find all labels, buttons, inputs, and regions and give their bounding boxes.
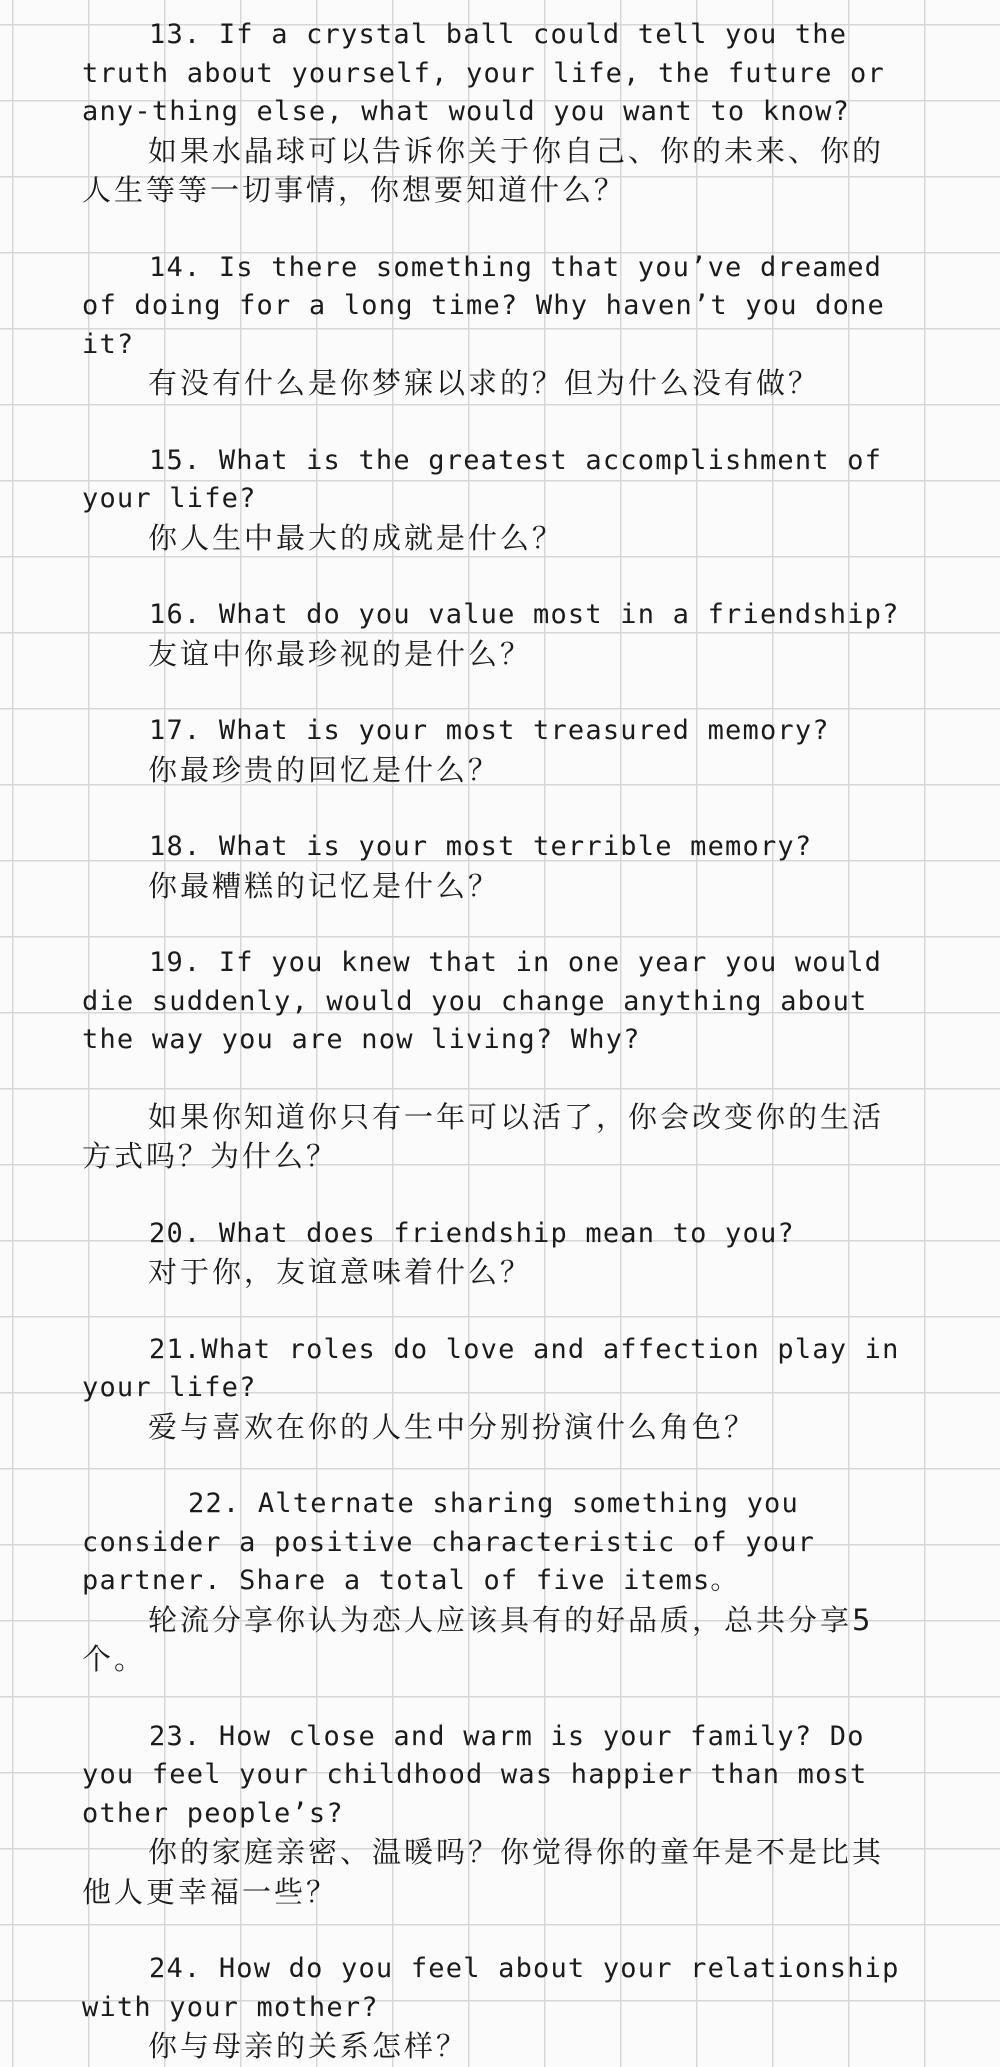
question-chinese: 你人生中最大的成就是什么？: [148, 520, 565, 555]
question-english: 24. How do you feel about your relationship with your mother?: [82, 1953, 900, 2023]
question-chinese: 你的家庭亲密、温暖吗？你觉得你的童年是不是比其他人更幸福一些？: [82, 1835, 885, 1909]
question-english: 13. If a crystal ball could tell you the truth about yourself, your life, the future or any-thing else, what would you want to know?: [82, 19, 885, 127]
question-english: 16. What do you value most in a friendship?: [149, 599, 900, 630]
question-english: 22. Alternate sharing something you consider a positive characteristic of your partner. Share a total of five items。: [82, 1488, 816, 1596]
question-chinese: 友谊中你最珍视的是什么？: [148, 636, 533, 671]
question-chinese: 爱与喜欢在你的人生中分别扮演什么角色？: [148, 1409, 757, 1444]
question-item-23: [82, 1718, 902, 1913]
question-item-19: [82, 944, 902, 1177]
question-chinese: 你最糟糕的记忆是什么？: [148, 868, 501, 903]
question-item-18: [82, 828, 902, 906]
question-english: 15. What is the greatest accomplishment of your life?: [82, 444, 883, 514]
question-chinese: 如果你知道你只有一年可以活了，你会改变你的生活方式吗？为什么？: [82, 1099, 885, 1173]
question-item-22: [82, 1485, 902, 1680]
question-item-17: [82, 712, 902, 790]
question-chinese: 你最珍贵的回忆是什么？: [148, 752, 501, 787]
question-item-24: [82, 1950, 902, 2067]
question-english: 21.What roles do love and affection play in your life?: [82, 1333, 900, 1403]
question-item-15: [82, 442, 902, 559]
question-chinese: 你与母亲的关系怎样？: [148, 2029, 469, 2063]
question-item-14: [82, 249, 902, 404]
question-english: 14. Is there something that you’ve dreamed of doing for a long time? Why haven’t you done it?: [82, 251, 885, 360]
question-english: 23. How close and warm is your family? Do you feel your childhood was happier than most other people’s?: [82, 1720, 868, 1829]
question-chinese: 如果水晶球可以告诉你关于你自己、你的未来、你的人生等等一切事情，你想要知道什么？: [82, 133, 885, 207]
question-chinese: 有没有什么是你梦寐以求的？但为什么没有做？: [148, 366, 821, 400]
question-item-21: [82, 1331, 902, 1448]
question-english: 20. What does friendship mean to you?: [149, 1217, 795, 1249]
question-english: 18. What is your most terrible memory?: [149, 831, 813, 862]
question-english: 17. What is your most treasured memory?: [149, 715, 830, 746]
question-item-20: [82, 1215, 902, 1293]
question-list: [82, 16, 902, 2067]
question-chinese: 对于你，友谊意味着什么？: [148, 1255, 533, 1289]
question-item-16: [82, 596, 902, 674]
question-chinese: 轮流分享你认为恋人应该具有的好品质，总共分享5个。: [82, 1602, 874, 1676]
question-item-13: [82, 16, 902, 211]
question-english: 19. If you knew that in one year you would die suddenly, would you change anything about the way you are now living? Why?: [82, 947, 883, 1055]
